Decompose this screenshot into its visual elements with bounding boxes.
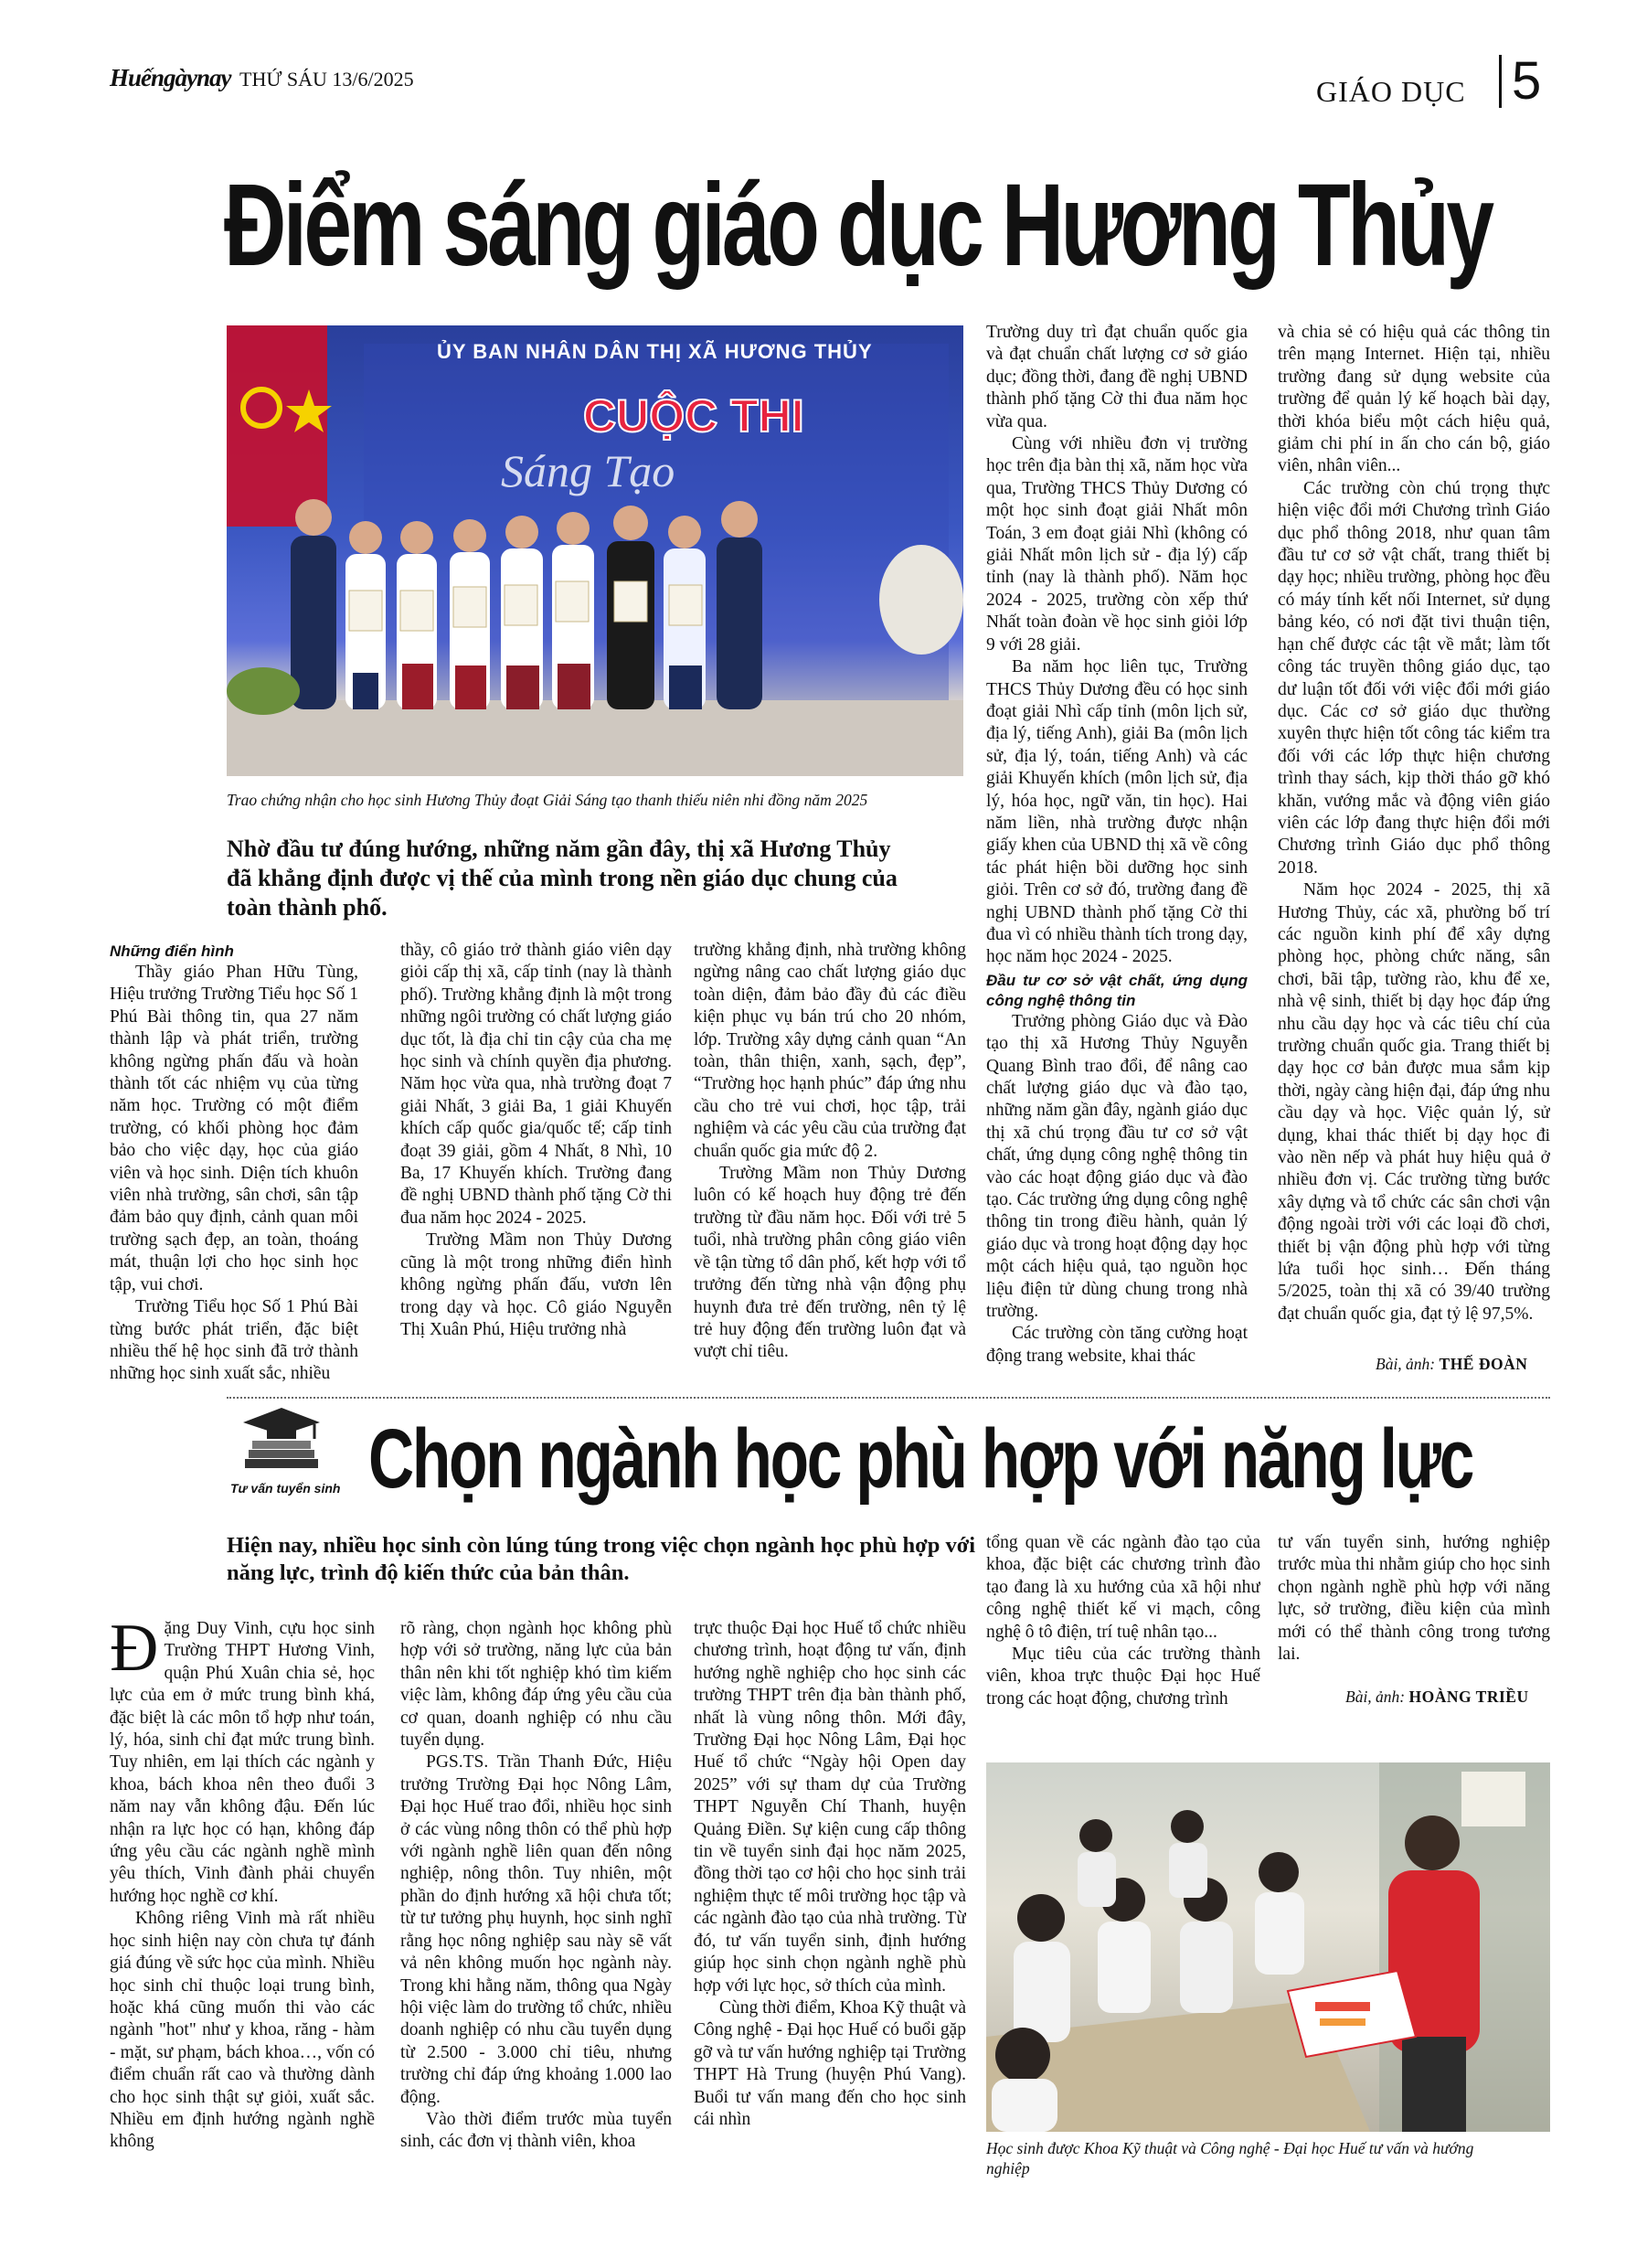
paragraph: Năm học 2024 - 2025, thị xã Hương Thủy, các xã, phường bố trí các nguồn kinh phí để xây dựng phòng học, phòng chức năng, sân chơi, bãi tập, tường rào, khu để xe, nhà vệ sinh, thiết bị dạy học đáp ứng nhu cầu dạy học và các tiêu chí của trường chuẩn quốc gia. Trang thiết bị dạy học cơ bản được mua sắm kịp thời, ngày càng hiện đại, đáp ứng nhu cầu dạy và học. Việc quản lý, sử dụng, khai thác thiết bị dạy học đi vào nền nếp và phát huy hiệu quả ở nhiều đơn vị. Các trường từng bước xây dựng và tổ chức các sân chơi vận động ngoài trời với các loại đồ chơi, thiết bị vận động phù hợp với từng lứa tuổi học sinh… Đến tháng 5/2025, toàn thị xã có 39/40 trường đạt chuẩn quốc gia, đạt tỷ lệ 97,5%. [1278, 880, 1550, 1324]
photo-banner-line3: Sáng Tạo [501, 445, 675, 496]
award-ceremony-photo [227, 325, 963, 776]
article1-title: Điểm sáng giáo dục Hương Thủy [224, 160, 1492, 291]
paragraph: Mục tiêu của các trường thành viên, khoa trực thuộc Đại học Huế trong các hoạt động, chương trình [986, 1645, 1260, 1709]
article1-column-5 [1278, 322, 1550, 1327]
paragraph: Trường duy trì đạt chuẩn quốc gia và đạt chuẩn chất lượng cơ sở giáo dục; đồng thời, đang đề nghị UBND thành phố tặng Cờ thi đua năm học vừa qua. [986, 323, 1248, 431]
article2-column-5 [1278, 1532, 1550, 1678]
byline-label: Bài, ảnh: [1376, 1355, 1436, 1373]
article2-column-4 [986, 1532, 1260, 1752]
section-label-tu-van-tuyen-sinh: Tư vấn tuyển sinh [230, 1481, 341, 1496]
article2-title: Chọn ngành học phù hợp với năng lực [368, 1412, 1473, 1506]
dropcap-letter: Đ [110, 1618, 159, 1686]
article2-column-2 [400, 1618, 672, 2176]
article1-column-4 [986, 322, 1248, 1382]
paragraph: Thầy giáo Phan Hữu Tùng, Hiệu trưởng Trường Tiểu học Số 1 Phú Bài thông tin, qua 27 năm thành lập và phát triển, trường không ngừng phấn đấu và hoàn thành tốt các nhiệm vụ của từng năm học. Trường có một điểm trường, có khối phòng học đảm bảo cho việc dạy, học của giáo viên và học sinh. Diện tích khuôn viên nhà trường, sân chơi, sân tập đảm bảo quy định, cảnh quan môi trường sạch đẹp, an toàn, thoáng mát, thuận lợi cho học sinh học tập, vui chơi. [110, 963, 358, 1294]
byline-author: THẾ ĐOÀN [1439, 1355, 1528, 1373]
article2-byline [1345, 1688, 1529, 1707]
paragraph: Vào thời điểm trước mùa tuyển sinh, các đơn vị thành viên, khoa [400, 2109, 672, 2152]
masthead: Huếngàynay [110, 64, 231, 91]
page-number: 5 [1512, 51, 1542, 111]
article1-column-1 [110, 940, 358, 1383]
issue-date: THỨ SÁU 13/6/2025 [239, 68, 414, 91]
article2-column-1 [110, 1618, 375, 2176]
paragraph: Trường Tiểu học Số 1 Phú Bài từng bước phát triển, đặc biệt nhiều thế hệ học sinh đã trở thành những học sinh xuất sắc, nhiều [110, 1297, 358, 1383]
paragraph: tư vấn tuyển sinh, hướng nghiệp trước mùa thi nhằm giúp cho học sinh chọn ngành nghề phù hợp với năng lực, sở trường, điều kiện của mình mới có thể thành công trong tương lai. [1278, 1533, 1550, 1665]
paragraph: Ba năm học liên tục, Trường THCS Thủy Dương đều có học sinh đoạt giải Nhì cấp tỉnh (môn lịch sử, địa lý, tiếng Anh), giải Ba (môn lịch sử, địa lý, toán, tiếng Anh) và các giải Khuyến khích (môn lịch sử, địa lý, hóa học, ngữ văn, tin học). Hai năm liền, nhà trường được nhận giấy khen của UBND thị xã về công tác phát hiện bồi dưỡng học sinh giỏi. Trên cơ sở đó, trường đang đề nghị UBND thành phố tặng Cờ thi đua vì có nhiều thành tích trong dạy, học năm học 2024 - 2025. [986, 657, 1248, 967]
photo2-caption: Học sinh được Khoa Kỹ thuật và Công nghệ - Đại học Huế tư vấn và hướng nghiệp [986, 2139, 1474, 2177]
paragraph: rõ ràng, chọn ngành học không phù hợp với sở trường, năng lực của bản thân nên khi tốt nghiệp khó tìm kiếm việc làm, không đáp ứng yêu cầu của cơ quan, doanh nghiệp có nhu cầu tuyển dụng. [400, 1619, 672, 1751]
graduation-cap-icon [236, 1406, 327, 1479]
article1-lead: Nhờ đầu tư đúng hướng, những năm gần đây, thị xã Hương Thủy đã khẳng định được vị thế của mình trong nền giáo dục chung của toàn thành phố. [227, 836, 898, 921]
article1-column-3 [694, 940, 966, 1383]
article-separator [227, 1397, 1550, 1399]
paragraph: Trường Mầm non Thủy Dương luôn có kế hoạch huy động trẻ đến trường từ đầu năm học. Đối với trẻ 5 tuổi, nhà trường phân công giáo viên về tận từng tổ dân phố, kết hợp với tổ trưởng đến từng nhà vận động phụ huynh đưa trẻ đến trường, nên tỷ lệ trẻ huy động đến trường luôn đạt và vượt chỉ tiêu. [694, 1164, 966, 1362]
paragraph: trường khẳng định, nhà trường không ngừng nâng cao chất lượng giáo dục toàn diện, đảm bảo đầy đủ các điều kiện phục vụ bán trú cho 20 nhóm, lớp. Trường xây dựng cảnh quan “An toàn, thân thiện, xanh, sạch, đẹp”, “Trường học hạnh phúc” đáp ứng nhu cầu cho trẻ vui chơi, học tập, trải nghiệm và các yêu cầu của trường đạt chuẩn quốc gia mức độ 2. [694, 941, 966, 1161]
paragraph: Trường Mầm non Thủy Dương cũng là một trong những điển hình không ngừng phấn đấu, vươn lên trong dạy và học. Cô giáo Nguyễn Thị Xuân Phú, Hiệu trưởng nhà [400, 1230, 672, 1339]
byline-author: HOÀNG TRIỀU [1408, 1688, 1529, 1706]
subhead-nhung-dien-hinh: Những điển hình [110, 942, 234, 960]
career-counseling-photo [986, 1762, 1550, 2132]
paragraph: tổng quan về các ngành đào tạo của khoa, đặc biệt các chương trình đào tạo đang là xu hướng của xã hội như công nghệ thiết kế vi mạch, công nghệ ô tô điện, trí tuệ nhân tạo... [986, 1533, 1260, 1642]
photo-banner-line1: ỦY BAN NHÂN DÂN THỊ XÃ HƯƠNG THỦY [437, 340, 873, 363]
subhead-dau-tu-co-so-vat-chat: Đầu tư cơ sở vật chất, ứng dụng công nghệ thông tin [986, 971, 1248, 1009]
article1-column-2 [400, 940, 672, 1383]
paragraph: trực thuộc Đại học Huế tổ chức nhiều chương trình, hoạt động tư vấn, định hướng nghề nghiệp cho học sinh các trường THPT trên địa bàn thành phố, nhất là vùng nông thôn. Mới đây, Trường Đại học Nông Lâm, Đại học Huế tổ chức “Ngày hội Open day 2025” với sự tham dự của Trường THPT Nguyễn Chí Thanh, huyện Quảng Điền. Sự kiện cung cấp thông tin về tuyển sinh đại học năm 2025, đồng thời tạo cơ hội cho học sinh trải nghiệm thực tế môi trường học tập và các ngành đào tạo của nhà trường. Từ đó, tư vấn tuyển sinh, định hướng giúp học sinh chọn ngành nghề phù hợp với lực học, sở thích của mình. [694, 1619, 966, 1996]
paragraph: Cùng với nhiều đơn vị trường học trên địa bàn thị xã, năm học vừa qua, Trường THCS Thủy Dương có một học sinh đoạt giải Nhất môn Toán, 3 em đoạt giải Nhì (không có giải Nhất môn lịch sử - địa lý) cấp tỉnh (nay là thành phố). Năm học 2024 - 2025, trường còn xếp thứ Nhất toàn đoàn về học sinh giỏi lớp 9 với 28 giải. [986, 434, 1248, 655]
section-name: GIÁO DỤC [1316, 75, 1466, 108]
paragraph: Trưởng phòng Giáo dục và Đào tạo thị xã Hương Thủy Nguyễn Quang Bình trao đổi, để nâng cao chất lượng giáo dục và đào tạo, những năm gần đây, ngành giáo dục thị xã chú trọng đầu tư cơ sở vật chất, ứng dụng công nghệ thông tin vào các hoạt động giáo dục và đào tạo. Các trường ứng dụng công nghệ thông tin trong điều hành, quản lý giáo dục và trong hoạt động dạy học một cách hiệu quả, tạo nguồn học liệu điện tử dùng chung trong nhà trường. [986, 1011, 1248, 1322]
photo1-caption: Trao chứng nhận cho học sinh Hương Thủy đoạt Giải Sáng tạo thanh thiếu niên nhi đồng năm 2025 [227, 791, 868, 809]
paragraph: thầy, cô giáo trở thành giáo viên dạy giỏi cấp thị xã, cấp tỉnh (nay là thành phố). Trường khẳng định là một trong những ngôi trường có chất lượng giáo dục tốt, là địa chỉ tin cậy của cha mẹ học sinh và chính quyền địa phương. Năm học vừa qua, nhà trường đoạt 7 giải Nhất, 3 giải Ba, 1 giải Khuyến khích cấp quốc gia/quốc tế; cấp tỉnh đoạt 39 giải, gồm 4 Nhất, 8 Nhì, 10 Ba, 17 Khuyến khích. Trường đang đề nghị UBND thành phố tặng Cờ thi đua năm học 2024 - 2025. [400, 941, 672, 1228]
article2-column-3 [694, 1618, 966, 2176]
article1-byline [1376, 1355, 1527, 1374]
header-divider [1499, 55, 1502, 108]
paragraph: Cùng thời điểm, Khoa Kỹ thuật và Công nghệ - Đại học Huế có buổi gặp gỡ và tư vấn hướng nghiệp tại Trường THPT Hà Trung (huyện Phú Vang). Buổi tư vấn mang đến cho học sinh cái nhìn [694, 1997, 966, 2129]
paragraph: Các trường còn chú trọng thực hiện việc đổi mới Chương trình Giáo dục phổ thông 2018, như quan tâm đầu tư cơ sở vật chất, trang thiết bị dạy học; nhiều trường, phòng học đều có máy tính kết nối Internet, sử dụng bảng kéo, có nơi đặt tivi thuận tiện, hạn chế được các tật về mắt; làm tốt công tác truyền thông giáo dục, tạo dư luận tốt đối với việc đổi mới giáo dục. Các cơ sở giáo dục thường xuyên thực hiện tốt công tác kiểm tra đối với các lớp thực hiện chương trình thay sách, kịp thời tháo gỡ khó khăn, vướng mắc và động viên giáo viên các lớp đang thực hiện đổi mới Chương trình Giáo dục phổ thông 2018. [1278, 478, 1550, 878]
article2-lead: Hiện nay, nhiều học sinh còn lúng túng trong việc chọn ngành học phù hợp với năng lực, trình độ kiến thức của bản thân. [227, 1533, 976, 1585]
paragraph: Không riêng Vinh mà rất nhiều học sinh hiện nay còn chưa tự đánh giá đúng về sức học của mình. Nhiều học sinh chỉ thuộc loại trung bình, hoặc khá cũng muốn thi vào các ngành "hot" như y khoa, răng - hàm - mặt, sư phạm, bách khoa…, vốn có điểm chuẩn rất cao và thường dành cho học sinh thật sự giỏi, xuất sắc. Nhiều em định hướng ngành nghề không [110, 1909, 375, 2152]
paragraph: và chia sẻ có hiệu quả các thông tin trên mạng Internet. Hiện tại, nhiều trường đang sử dụng website của trường để quản lý kế hoạch bài dạy, thời khóa biểu một cách hiệu quả, giảm chi phí in ấn cho cán bộ, giáo viên, nhân viên... [1278, 323, 1550, 476]
paragraph: PGS.TS. Trần Thanh Đức, Hiệu trưởng Trường Đại học Nông Lâm, Đại học Huế trao đổi, nhiều học sinh ở các vùng nông thôn có thể phù hợp với ngành nghề liên quan đến nông nghiệp, nông thôn. Tuy nhiên, một phần do định hướng xã hội chưa tốt; từ tư tưởng phụ huynh, học sinh nghĩ rằng học nông nghiệp sau này sẽ vất vả nên không muốn học ngành này. Trong khi hằng năm, thông qua Ngày hội việc làm do trường tổ chức, nhiều doanh nghiệp có nhu cầu tuyển dụng từ 2.500 - 3.000 chỉ tiêu, nhưng trường chỉ đáp ứng khoảng 1.000 lao động. [400, 1752, 672, 2107]
photo-banner-line2: CUỘC THI [583, 390, 804, 442]
paragraph: Các trường còn tăng cường hoạt động trang website, khai thác [986, 1324, 1248, 1366]
byline-label: Bài, ảnh: [1345, 1688, 1406, 1706]
paragraph: ặng Duy Vinh, cựu học sinh Trường THPT Hương Vinh, quận Phú Xuân chia sẻ, học lực của em ở mức trung bình khá, đặc biệt là các môn tổ hợp như toán, lý, hóa, sinh chỉ đạt mức trung bình. Tuy nhiên, em lại thích các ngành y khoa, bách khoa nên theo đuổi 3 năm nay vẫn không đậu. Đến lúc nhận ra lực học có hạn, không đáp ứng yêu cầu các ngành nghề mình yêu thích, Vinh đành phải chuyển hướng học nghề cơ khí. [110, 1619, 375, 1906]
